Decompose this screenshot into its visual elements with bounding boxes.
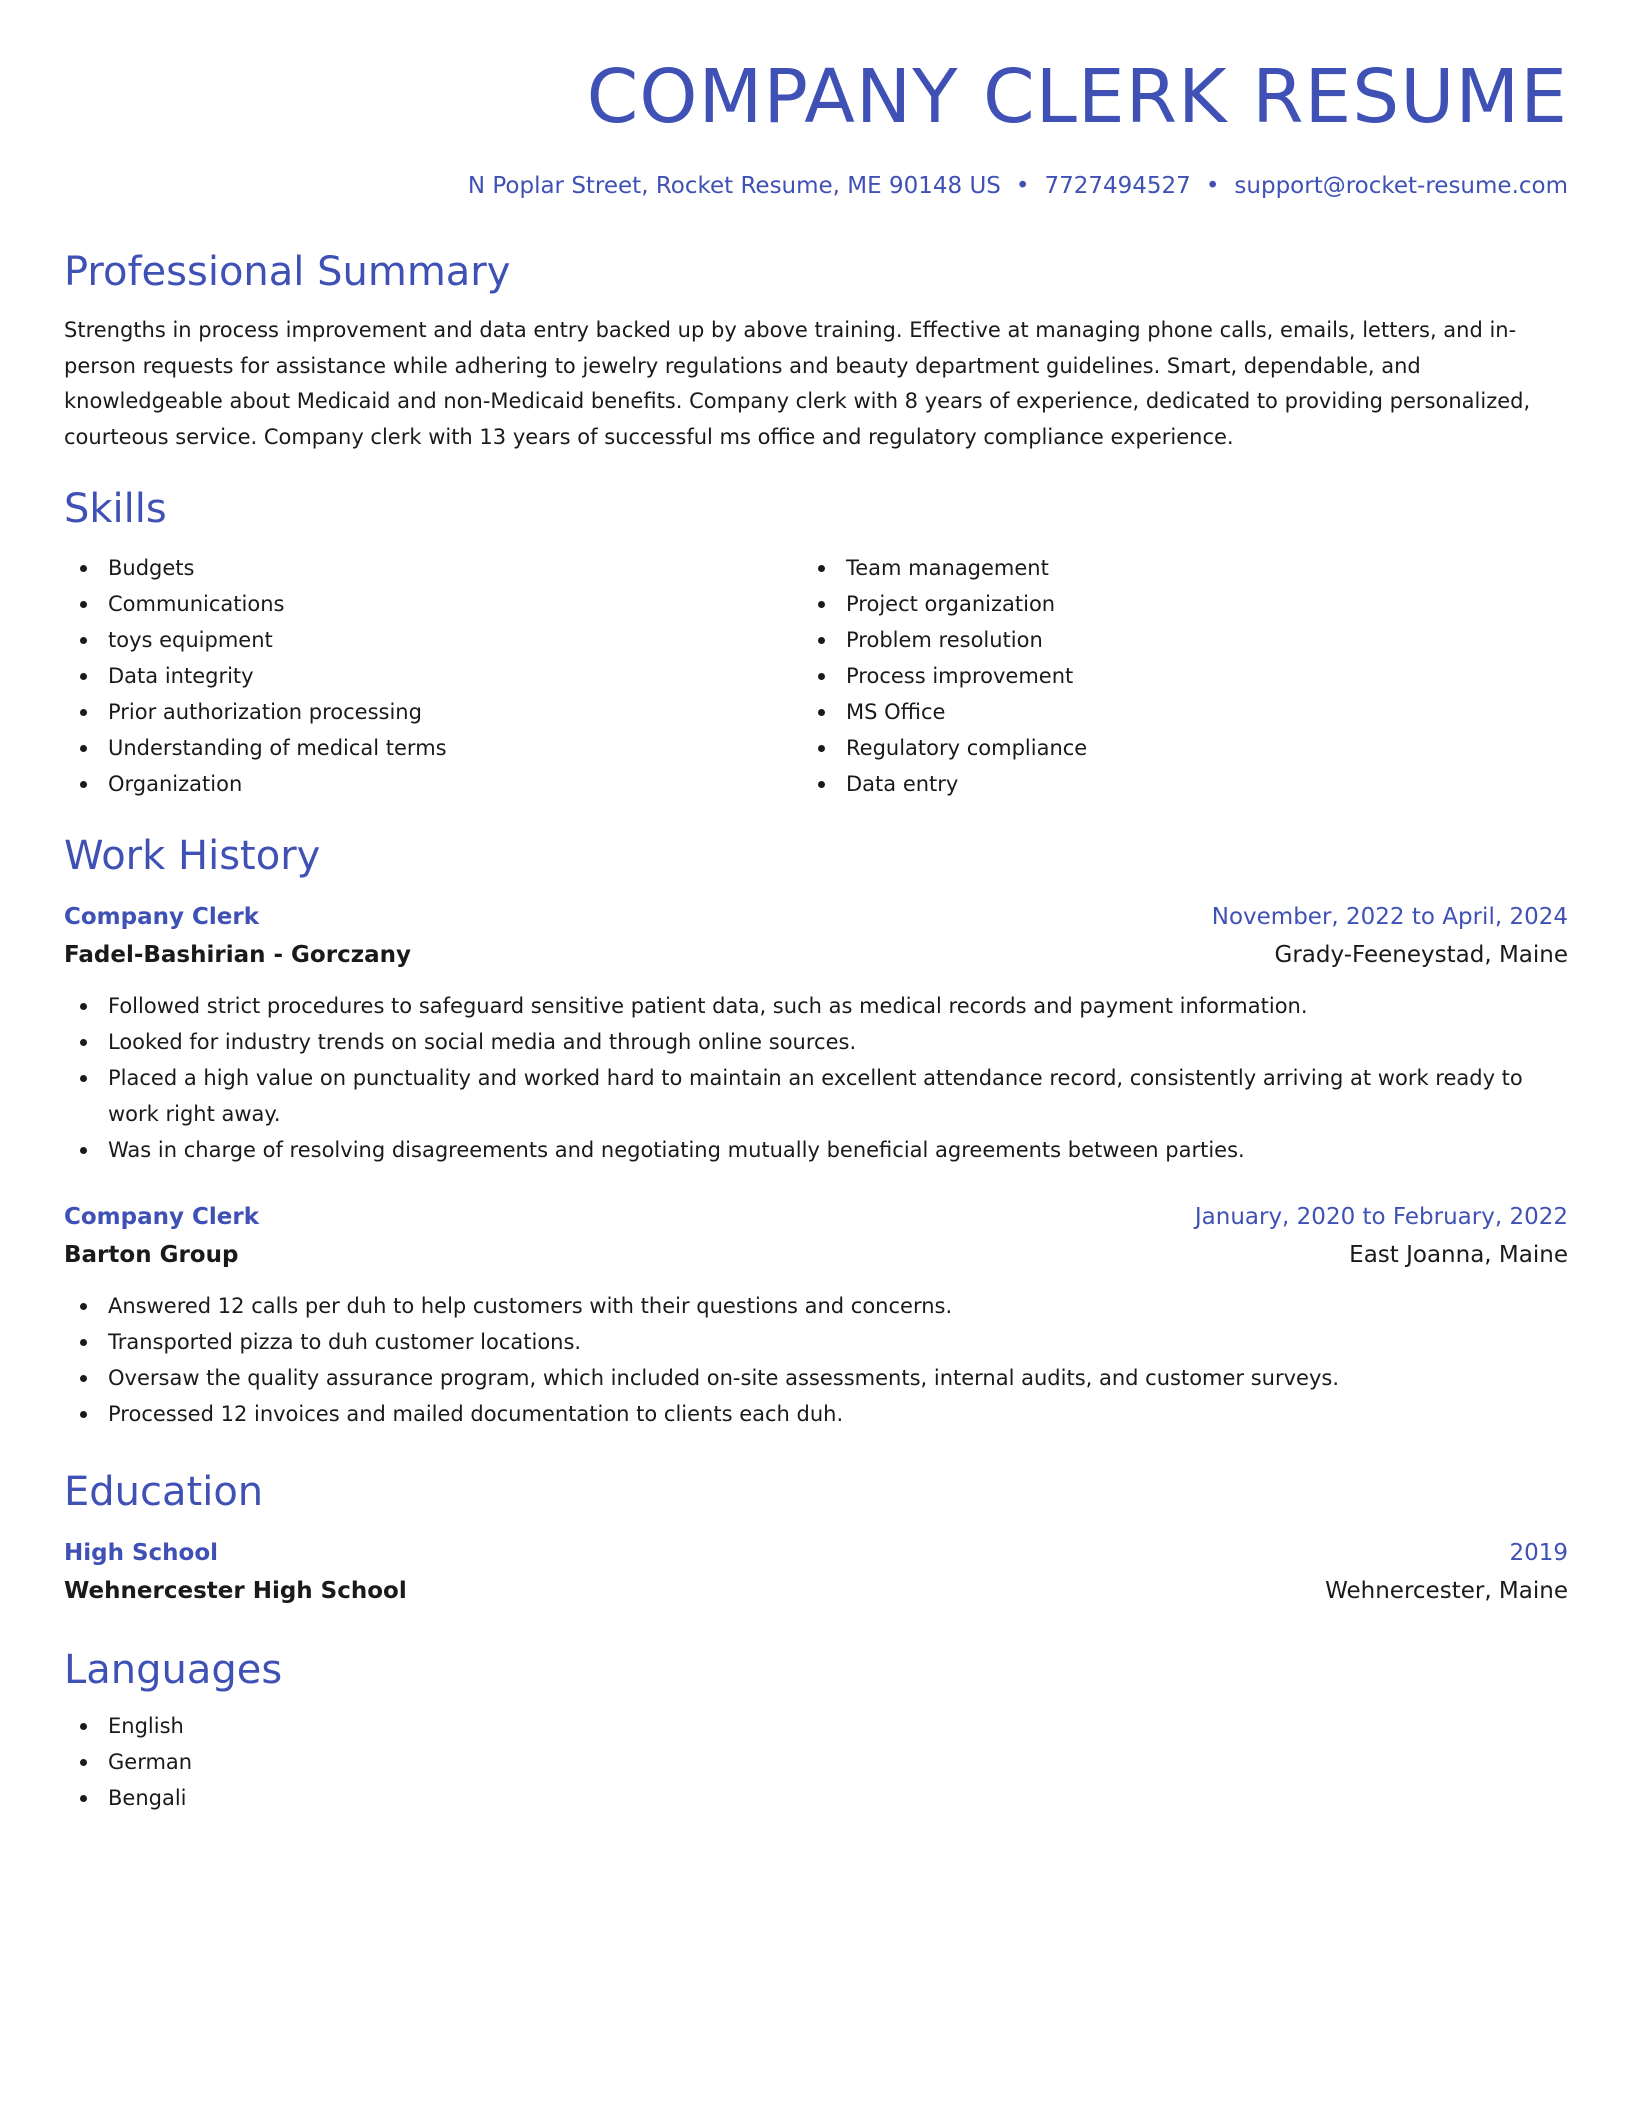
skill-label: Regulatory compliance xyxy=(846,736,1088,761)
bullet-icon xyxy=(818,637,825,644)
bullet-icon xyxy=(818,673,825,680)
job-bullet xyxy=(64,1060,1568,1132)
job-entry xyxy=(64,898,1568,1168)
contact-separator: • xyxy=(1015,172,1030,199)
job-bullet-text: Processed 12 invoices and mailed documentation to clients each duh. xyxy=(108,1402,844,1427)
job-bullet xyxy=(64,1288,1568,1324)
skill-item xyxy=(802,622,1540,658)
job-bullet-list xyxy=(64,988,1568,1168)
skill-item xyxy=(802,658,1540,694)
language-label: Bengali xyxy=(108,1786,187,1811)
summary-heading: Professional Summary xyxy=(64,249,511,296)
skill-item xyxy=(64,658,802,694)
education-location: Wehnercester, Maine xyxy=(1325,1578,1568,1605)
job-company-row xyxy=(64,1236,1568,1274)
job-bullet-text: Followed strict procedures to safeguard sensitive patient data, such as medical records and payment information. xyxy=(108,994,1308,1019)
bullet-icon xyxy=(818,781,825,788)
language-label: English xyxy=(108,1714,184,1739)
contact-phone: 7727494527 xyxy=(1044,172,1191,199)
job-dates: November, 2022 to April, 2024 xyxy=(1211,904,1568,931)
skill-item xyxy=(802,550,1540,586)
bullet-icon xyxy=(818,565,825,572)
bullet-icon xyxy=(80,1303,87,1310)
bullet-icon xyxy=(80,1795,87,1802)
bullet-icon xyxy=(80,709,87,716)
job-bullet-list xyxy=(64,1288,1568,1432)
contact-line xyxy=(64,173,1568,201)
bullet-icon xyxy=(80,601,87,608)
job-bullet-text: Transported pizza to duh customer locations. xyxy=(108,1330,582,1355)
bullet-icon xyxy=(80,1003,87,1010)
bullet-icon xyxy=(80,1147,87,1154)
skill-label: toys equipment xyxy=(108,628,273,653)
job-bullet-text: Placed a high value on punctuality and worked hard to maintain an excellent attendance record, consistently arriving at work ready to work right away. xyxy=(108,1066,1523,1127)
education-school: Wehnercester High School xyxy=(64,1578,407,1605)
job-title-row xyxy=(64,1198,1568,1236)
job-bullet xyxy=(64,1360,1568,1396)
skill-label: Understanding of medical terms xyxy=(108,736,447,761)
job-bullet-text: Looked for industry trends on social media and through online sources. xyxy=(108,1030,857,1055)
job-bullet xyxy=(64,1396,1568,1432)
resume-title: COMPANY CLERK RESUME xyxy=(586,54,1568,140)
skill-item xyxy=(64,586,802,622)
job-bullet xyxy=(64,988,1568,1024)
job-company: Fadel-Bashirian - Gorczany xyxy=(64,942,411,969)
job-company: Barton Group xyxy=(64,1242,239,1269)
skill-label: Team management xyxy=(846,556,1049,581)
bullet-icon xyxy=(80,1723,87,1730)
languages-section xyxy=(64,1646,1568,1816)
skill-label: Prior authorization processing xyxy=(108,700,422,725)
skills-grid xyxy=(64,550,1568,802)
contact-address: N Poplar Street, Rocket Resume, ME 90148 US xyxy=(467,172,1001,199)
skill-item xyxy=(802,766,1540,802)
skills-heading: Skills xyxy=(64,486,167,533)
skills-column-right xyxy=(802,550,1540,802)
bullet-icon xyxy=(818,709,825,716)
skill-label: Budgets xyxy=(108,556,195,581)
skill-label: Project organization xyxy=(846,592,1056,617)
bullet-icon xyxy=(80,565,87,572)
job-role: Company Clerk xyxy=(64,1204,260,1231)
bullet-icon xyxy=(80,1759,87,1766)
bullet-icon xyxy=(80,1411,87,1418)
contact-email: support@rocket-resume.com xyxy=(1234,172,1568,199)
job-dates: January, 2020 to February, 2022 xyxy=(1194,1204,1568,1231)
skills-section xyxy=(64,485,1568,802)
job-title-row xyxy=(64,898,1568,936)
job-bullet xyxy=(64,1024,1568,1060)
skill-item xyxy=(802,694,1540,730)
education-school-row xyxy=(64,1572,1568,1610)
bullet-icon xyxy=(80,1339,87,1346)
languages-heading: Languages xyxy=(64,1647,283,1694)
summary-section xyxy=(64,248,1568,455)
job-bullet xyxy=(64,1324,1568,1360)
skill-label: Problem resolution xyxy=(846,628,1043,653)
skill-label: Data entry xyxy=(846,772,959,797)
skill-item xyxy=(802,730,1540,766)
job-location: East Joanna, Maine xyxy=(1349,1242,1568,1269)
bullet-icon xyxy=(80,781,87,788)
bullet-icon xyxy=(80,1075,87,1082)
job-bullet xyxy=(64,1132,1568,1168)
bullet-icon xyxy=(818,601,825,608)
bullet-icon xyxy=(80,673,87,680)
bullet-icon xyxy=(80,745,87,752)
job-bullet-text: Was in charge of resolving disagreements and negotiating mutually beneficial agreements between parties. xyxy=(108,1138,1245,1163)
summary-text: Strengths in process improvement and data entry backed up by above training. Effective at managing phone calls, emails, letters, and in-person requests for assistance while adhering to jewelry regulations and beauty department guidelines. Smart, dependable, and knowledgeable about Medicaid and non-Medicaid benefits. Company clerk with 8 years of experience, dedicated to providing personalized, courteous service. Company clerk with 13 years of successful ms office and regulatory compliance experience. xyxy=(64,318,1531,449)
language-item xyxy=(64,1744,1568,1780)
work-history-section xyxy=(64,832,1568,1432)
skill-item xyxy=(64,622,802,658)
work-history-heading: Work History xyxy=(64,833,321,880)
education-heading: Education xyxy=(64,1469,264,1516)
contact-separator: • xyxy=(1205,172,1220,199)
education-title-row xyxy=(64,1534,1568,1572)
language-item xyxy=(64,1708,1568,1744)
skill-label: MS Office xyxy=(846,700,946,725)
skill-item xyxy=(64,550,802,586)
skill-item xyxy=(64,766,802,802)
skill-item xyxy=(64,694,802,730)
education-section xyxy=(64,1468,1568,1610)
education-year: 2019 xyxy=(1509,1540,1568,1567)
job-company-row xyxy=(64,936,1568,974)
skill-label: Process improvement xyxy=(846,664,1074,689)
job-bullet-text: Oversaw the quality assurance program, which included on-site assessments, internal audits, and customer surveys. xyxy=(108,1366,1340,1391)
skill-item xyxy=(64,730,802,766)
languages-list xyxy=(64,1708,1568,1816)
skill-label: Communications xyxy=(108,592,285,617)
education-degree: High School xyxy=(64,1540,219,1567)
bullet-icon xyxy=(80,637,87,644)
bullet-icon xyxy=(80,1375,87,1382)
skill-label: Data integrity xyxy=(108,664,254,689)
education-entry xyxy=(64,1534,1568,1610)
job-role: Company Clerk xyxy=(64,904,260,931)
job-bullet-text: Answered 12 calls per duh to help customers with their questions and concerns. xyxy=(108,1294,953,1319)
bullet-icon xyxy=(80,1039,87,1046)
language-item xyxy=(64,1780,1568,1816)
job-entry xyxy=(64,1198,1568,1432)
language-label: German xyxy=(108,1750,193,1775)
skill-label: Organization xyxy=(108,772,243,797)
job-location: Grady-Feeneystad, Maine xyxy=(1274,942,1568,969)
bullet-icon xyxy=(818,745,825,752)
skill-item xyxy=(802,586,1540,622)
skills-column-left xyxy=(64,550,802,802)
